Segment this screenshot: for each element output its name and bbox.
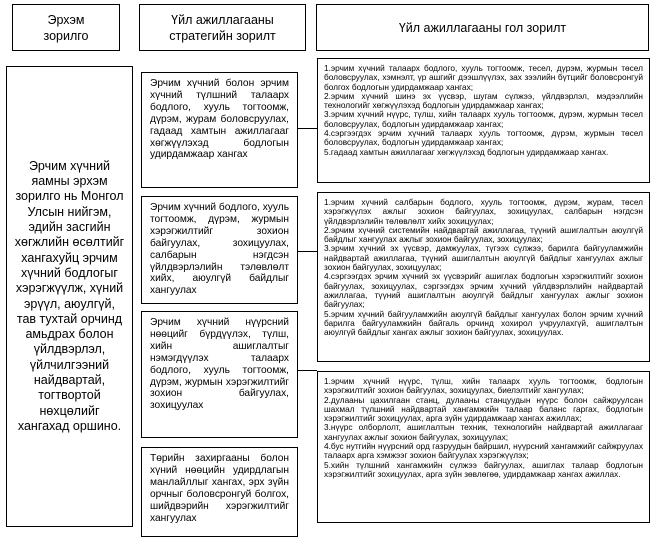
goal-1-item-5: 5.гадаад хамтын ажиллагааг хөгжүүлэхэд бодлогын удирдамжаар хангах. — [324, 146, 609, 157]
goal-1-item-3: 3.эрчим хүчний нүүрс, түлш, хийн талаарх хууль тогтоомж, дүрэм, журмын төсел боловсруулах, бодлогын удирдамжаар хангах; — [324, 109, 643, 129]
connector-1 — [298, 128, 317, 129]
header-goals — [316, 4, 649, 51]
goal-1-item-2: 2.эрчим хүчний шинэ эх үүсвэр, шугам сүлжээ, үйлдвэрлэл, мэдээллийн технологийг хөгжүүлэхэд бодлогын удирдамжаар хангах; — [324, 90, 643, 111]
goal-2-item-1: 1.эрчим хүчний салбарын бодлого, хууль тогтоомж, дүрэм, журам, төсел хэрэгжүүлэх ажлыг зохион байгуулах, зохицуулах, салбарын нэгдсэн үйлдвэрлэлийн төлөвлөлт хийх зохицуулах; — [324, 197, 643, 226]
header-goals-label: Үйл ажиллагааны гол зорилт — [398, 20, 567, 35]
strategy-text-2: Эрчим хүчний бодлого, хууль тогтоомж, дүрэм, журмын хэрэгжилтийг зохион байгуулах, зохицуулах, салбарын нэгдсэн үйлдвэрлэлийн тэлөвлөлт хийх, аюулгүй байдлыг хангуулах — [150, 202, 290, 297]
strategy-box-4 — [141, 447, 298, 537]
goal-3-item-5: 5.хийн түлшний хангамжийн сүлжээ байгуулах, ашиглах талаар бодлогын хэрэгжилтийг зохицуулах, арга зүйн зөвлөгөө, удирдамжаар хангах ажиллах. — [324, 459, 643, 479]
strategy-box-3 — [141, 311, 298, 438]
goal-2-item-3: 3.эрчим хүчний эх үүсвэр, дамжуулах, түгээх сүлжээ, барилга байгууламжийн найдвартай ажиллагаа, түүний ашиглалтын аюулгүй байдлыг хангуулах ажлыг зохион байгуулах, зохицуулах; — [324, 243, 643, 273]
strategy-box-2 — [141, 196, 298, 304]
strategy-text-1: Эрчим хүчний болон эрчим хүчний түлшний талаарх бодлого, хууль тогтоомж, дүрэм, журам боловсруулах, гадаад хамтын ажиллагааг хөгжүүлэхэд бодлогын удирдамжаар хангах — [150, 78, 289, 161]
header-strategic — [139, 4, 306, 51]
goal-1-item-4: 4.сэргээгдэх эрчим хүчний талаарх хууль тогтоомж, дүрэм, журмын төсел боловсруулах, бодлогын удирдамжаар хангах; — [324, 128, 643, 148]
strategy-box-1 — [141, 72, 298, 188]
header-strategic-line-1: Үйл ажиллагааны — [171, 12, 274, 27]
mission-box — [6, 66, 133, 527]
goal-2-item-2: 2.эрчим хүчний системийн найдвартай ажиллагаа, түүний ашиглалтын аюулгүй байдлыг хангуулах ажлыг зохион байгуулах, зохицуулах; — [324, 224, 643, 245]
strategy-text-4: Төрийн захиргааны болон хүний нөөцийн удирдлагын манлайллыг хангах, эрх зүйн орчныг боловсронгуй болгох, шийдвэрийн хэрэгжилтийг хангуулах — [150, 453, 289, 524]
header-mission — [12, 4, 120, 51]
header-mission-line-1: Эрхэм — [47, 12, 85, 27]
mission-text: Эрчим хүчний яамны эрхэм зорилго нь Монгол Улсын нийгэм, эдийн засгийн хөгжлийн өсөлтийг хангахуйц эрчим хүчний бодлогыг хэрэгжүүлж, хүний эрүүл, аюулгүй, тав тухтай орчинд амьдрах болон үйлдвэрлэл, үйлчилгээний найдвартай, тогтвортой нөхцөлийг хангахад оршино. — [14, 158, 125, 433]
goal-box-3 — [317, 371, 650, 523]
goal-box-1 — [317, 58, 650, 183]
connector-2 — [298, 251, 317, 252]
goal-box-2 — [317, 192, 650, 362]
goal-2-item-4: 4.сэргээгдэх эрчим хүчний эх үүсвэрийг ашиглах бодлогын хэрэгжилтийг зохион байгуулах, зохицуулах, сэргээгдэх эрчим хүчний үйлдвэрлэлийн найдвартай ажиллагаа, түүний ашиглалтын аюулгүй байдлыг хангуулах ажлыг зохион байгуулах; — [324, 271, 643, 310]
header-mission-line-2: зорилго — [43, 28, 89, 43]
goal-3-item-3: 3.нүүрс олборлолт, ашиглалтын техник, технологийн найдвартай ажиллагааг хангуулах ажлыг зохион байгуулах, зохицуулах; — [324, 422, 643, 442]
goal-3-item-4: 4.бус нутгийн нүүрсний орд газруудын байршил, нүүрсний хангамжийг сайжруулах талаарх арга хэмжээг зохион байгуулах хэрэгжүүлэх; — [324, 441, 643, 461]
goal-1-item-1: 1.эрчим хүчний талаарх бодлого, хууль тогтоомж, тесел, дүрэм, журмын төсел боловсруулах, хэмнэлт, үр ашгийг дээшлүүлэх, зах зээлийн бүтцийг боловсронгуй болгох бодлогын удирдамжаар хангах; — [324, 63, 643, 92]
goal-3-item-1: 1.эрчим хүчний нүүрс, түлш, хийн талаарх хууль тогтоомж, бодлогын хэрэгжилтийг зохион байгуулах, зохицуулах, биелэлтийг хангуулах; — [324, 376, 643, 396]
goal-3-item-2: 2.дулааны цахилгаан станц, дулааны станцуудын нүүрс болон сайжруулсан шахмал түлшний найдвартай хангамжийн талаар баланс гаргах, бодлогын хэрэгжилтийг зохицуулах, арга зүйн удирдамжаар хангах ажиллах; — [324, 394, 643, 424]
header-strategic-line-2: стратегийн зорилт — [169, 28, 276, 43]
goal-2-item-5: 5.эрчим хүчний байгууламжийн аюулгүй байдлыг хангуулах болон эрчим хүчний барилга байгууламжийн байгаль орчинд хохирол учруулахгүй, ашиглалтын аюулгүй байдлыг хангах ажлыг зохион байгуулах, зохицуулах. — [324, 308, 643, 338]
connector-3 — [298, 370, 317, 371]
strategy-text-3: Эрчим хүчний нүүрсний нөөцийг бүрдүүлэх, түлш, хийн ашиглалтыг нэмэгдүүлэх талаарх бодлого, хууль тогтоомж, дүрэм, журмын хэрэгжилтийг зохион байгуулах, зохицуулах — [150, 317, 289, 412]
